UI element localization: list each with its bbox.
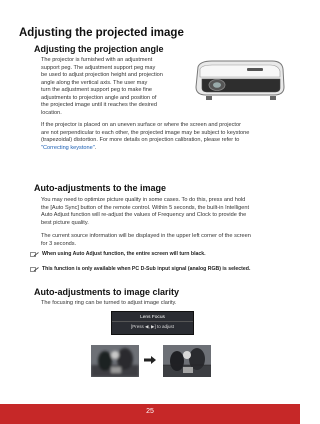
note-pencil-icon (30, 252, 39, 257)
note-dsub-only (30, 266, 250, 272)
section-heading-projection-angle: Adjusting the projection angle (34, 44, 164, 54)
text-line: the [Auto Sync] button of the remote control. Within 5 seconds, the built-in Intelligent (41, 204, 250, 211)
text-line: best picture quality. (41, 219, 89, 226)
text-line (41, 145, 291, 153)
note-text: When using Auto Adjust function, the entire screen will turn black. (42, 251, 206, 257)
text-line: The current source information will be displayed in the upper left corner of the screen (41, 233, 251, 239)
text-line: are not perpendicular to each other, the projected image may be subject to keystone (41, 129, 250, 136)
auto-adjust-paragraph (41, 197, 291, 227)
lens-focus-osd (111, 311, 194, 335)
text-line: (trapezoidal) distortion. For more details on projection calibration, please refer to (41, 137, 240, 143)
text-line: The projector is furnished with an adjustment (41, 57, 153, 63)
page-title: Adjusting the projected image (19, 27, 184, 39)
text-line: Auto Adjust function will re-adjust the values of Frequency and Clock to provide the (41, 212, 247, 218)
clarity-paragraph (41, 300, 291, 308)
page-footer-bar (0, 404, 300, 424)
section-heading-clarity: Auto-adjustments to image clarity (34, 287, 180, 297)
note-auto-adjust-black (30, 251, 206, 257)
text-line: turn the adjustment support peg to make fine (41, 87, 153, 93)
text-line: be used to adjust projection height and projection (41, 72, 163, 78)
text-line: the projected image until it reaches the desired (41, 102, 157, 108)
projector-illustration (192, 57, 287, 102)
text-line: support peg. The adjustment support peg may (41, 64, 156, 71)
link-suffix: . (94, 144, 97, 151)
text-line: If the projector is placed on an uneven surface or where the screen and projector (41, 122, 241, 128)
projection-angle-paragraph (41, 57, 191, 117)
text-line: You may need to optimize picture quality in some cases. To do this, press and hold (41, 197, 246, 203)
keystone-paragraph (41, 122, 291, 152)
page-number: 25 (146, 408, 154, 415)
text-line: adjustments to projection angle and position of (41, 94, 157, 101)
sharp-image-photo (163, 345, 211, 377)
osd-title: Lens Focus (112, 314, 193, 322)
text-line: for 3 seconds. (41, 240, 77, 247)
osd-hint: [Press ◀, ▶] to adjust (131, 324, 174, 329)
text-line: location. (41, 109, 62, 116)
right-arrow-icon (143, 355, 157, 365)
text-line: The focusing ring can be turned to adjust image clarity. (41, 300, 177, 306)
text-line: angle along the vertical axis. The user may (41, 79, 148, 86)
source-info-paragraph (41, 233, 291, 248)
blurry-image-photo (91, 345, 139, 377)
note-text: This function is only available when PC D-Sub input signal (analog RGB) is selected. (42, 266, 251, 272)
note-pencil-icon (30, 267, 39, 272)
section-heading-auto-adjust: Auto-adjustments to the image (34, 183, 167, 193)
correcting-keystone-link[interactable]: "Correcting keystone" (41, 144, 95, 151)
